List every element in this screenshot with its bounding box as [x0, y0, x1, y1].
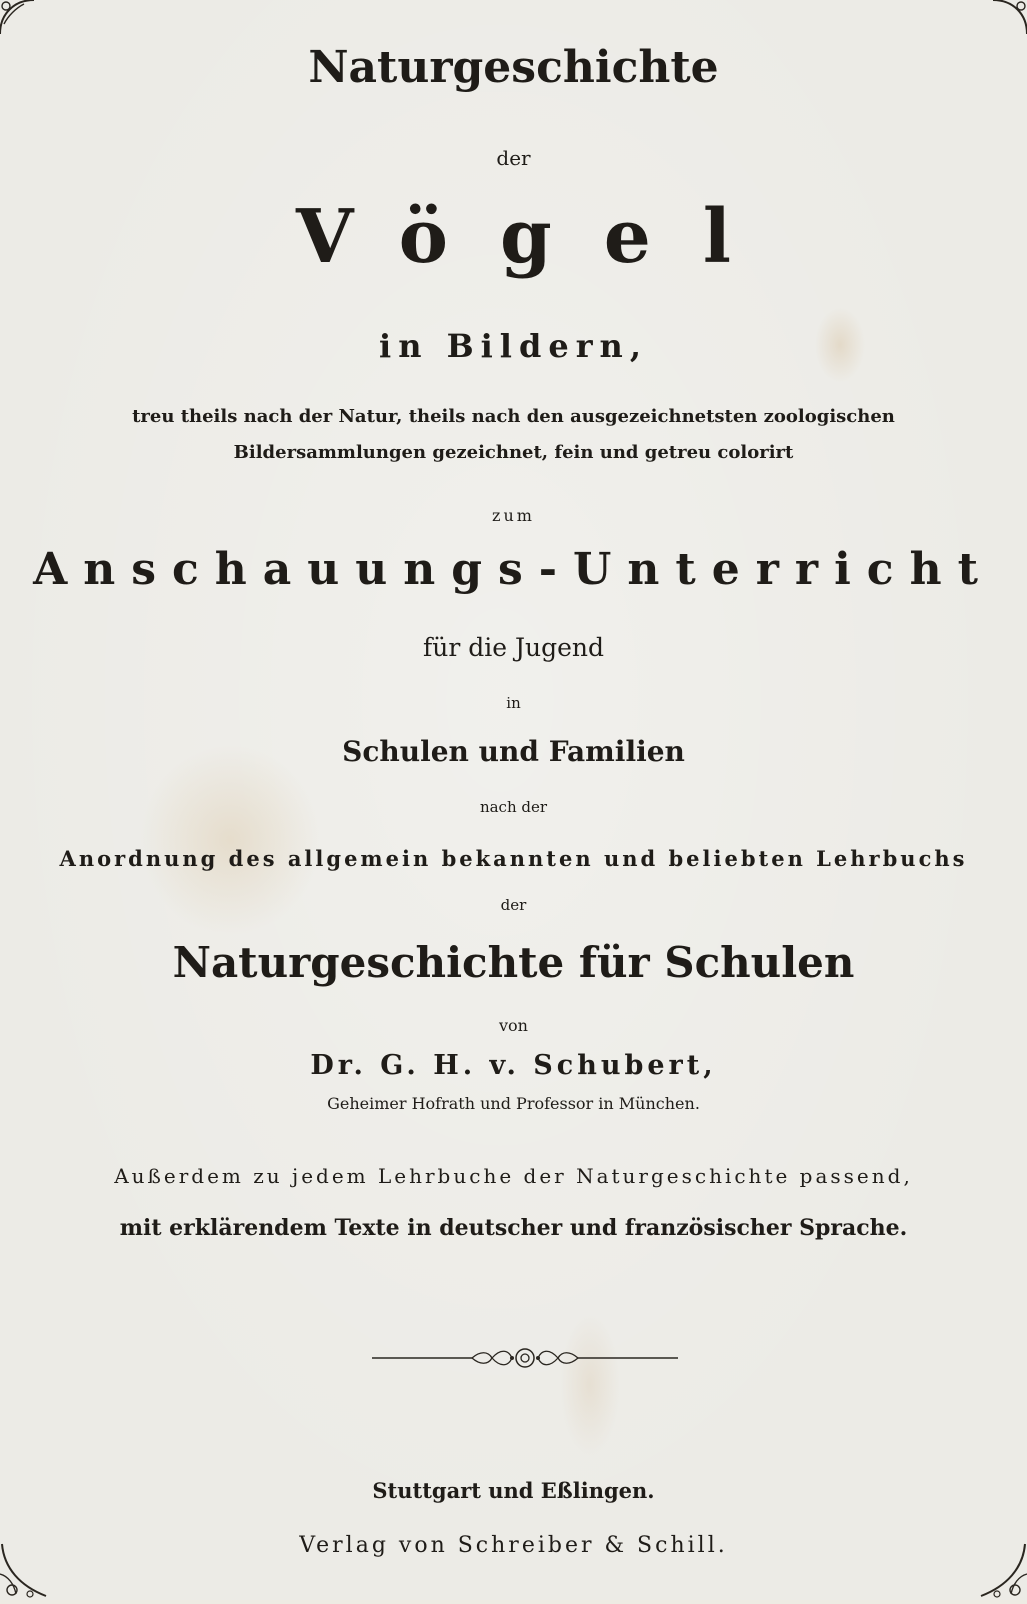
- ausserdem-line: Außerdem zu jedem Lehrbuche der Naturgeschichte passend,: [114, 1164, 913, 1188]
- anordnung-line: Anordnung des allgemein bekannten und beliebten Lehrbuchs: [59, 846, 968, 871]
- anschauungs-unterricht: Anschauungs-Unterricht: [33, 544, 994, 595]
- nach-der-line: nach der: [479, 798, 548, 816]
- publication-place: Stuttgart und Eßlingen.: [372, 1478, 655, 1503]
- description-line-2: Bildersammlungen gezeichnet, fein und getreu colorirt: [233, 442, 794, 463]
- title: Naturgeschichte: [308, 42, 719, 93]
- description-line-1: treu theils nach der Natur, theils nach den ausgezeichnetsten zoologischen: [132, 406, 895, 427]
- explanatory-text-line: mit erklärendem Texte in deutscher und französischer Sprache.: [119, 1215, 908, 1241]
- schulen-und-familien: Schulen und Familien: [342, 735, 685, 768]
- ornamental-divider-icon: [372, 1343, 678, 1373]
- von-line: von: [499, 1016, 528, 1035]
- der-line-1: der: [496, 146, 531, 170]
- der-line-2: der: [500, 896, 527, 914]
- publisher: Verlag von Schreiber & Schill.: [299, 1533, 728, 1558]
- zum-line: zum: [492, 506, 535, 525]
- fuer-die-jugend: für die Jugend: [422, 633, 605, 662]
- author-title: Geheimer Hofrath und Professor in München.: [327, 1094, 700, 1113]
- author-name: Dr. G. H. v. Schubert,: [310, 1050, 717, 1081]
- in-line: in: [506, 694, 521, 712]
- book-title: Naturgeschichte für Schulen: [172, 938, 855, 987]
- in-bildern: in Bildern,: [379, 327, 648, 365]
- main-word: Vögel: [296, 194, 783, 280]
